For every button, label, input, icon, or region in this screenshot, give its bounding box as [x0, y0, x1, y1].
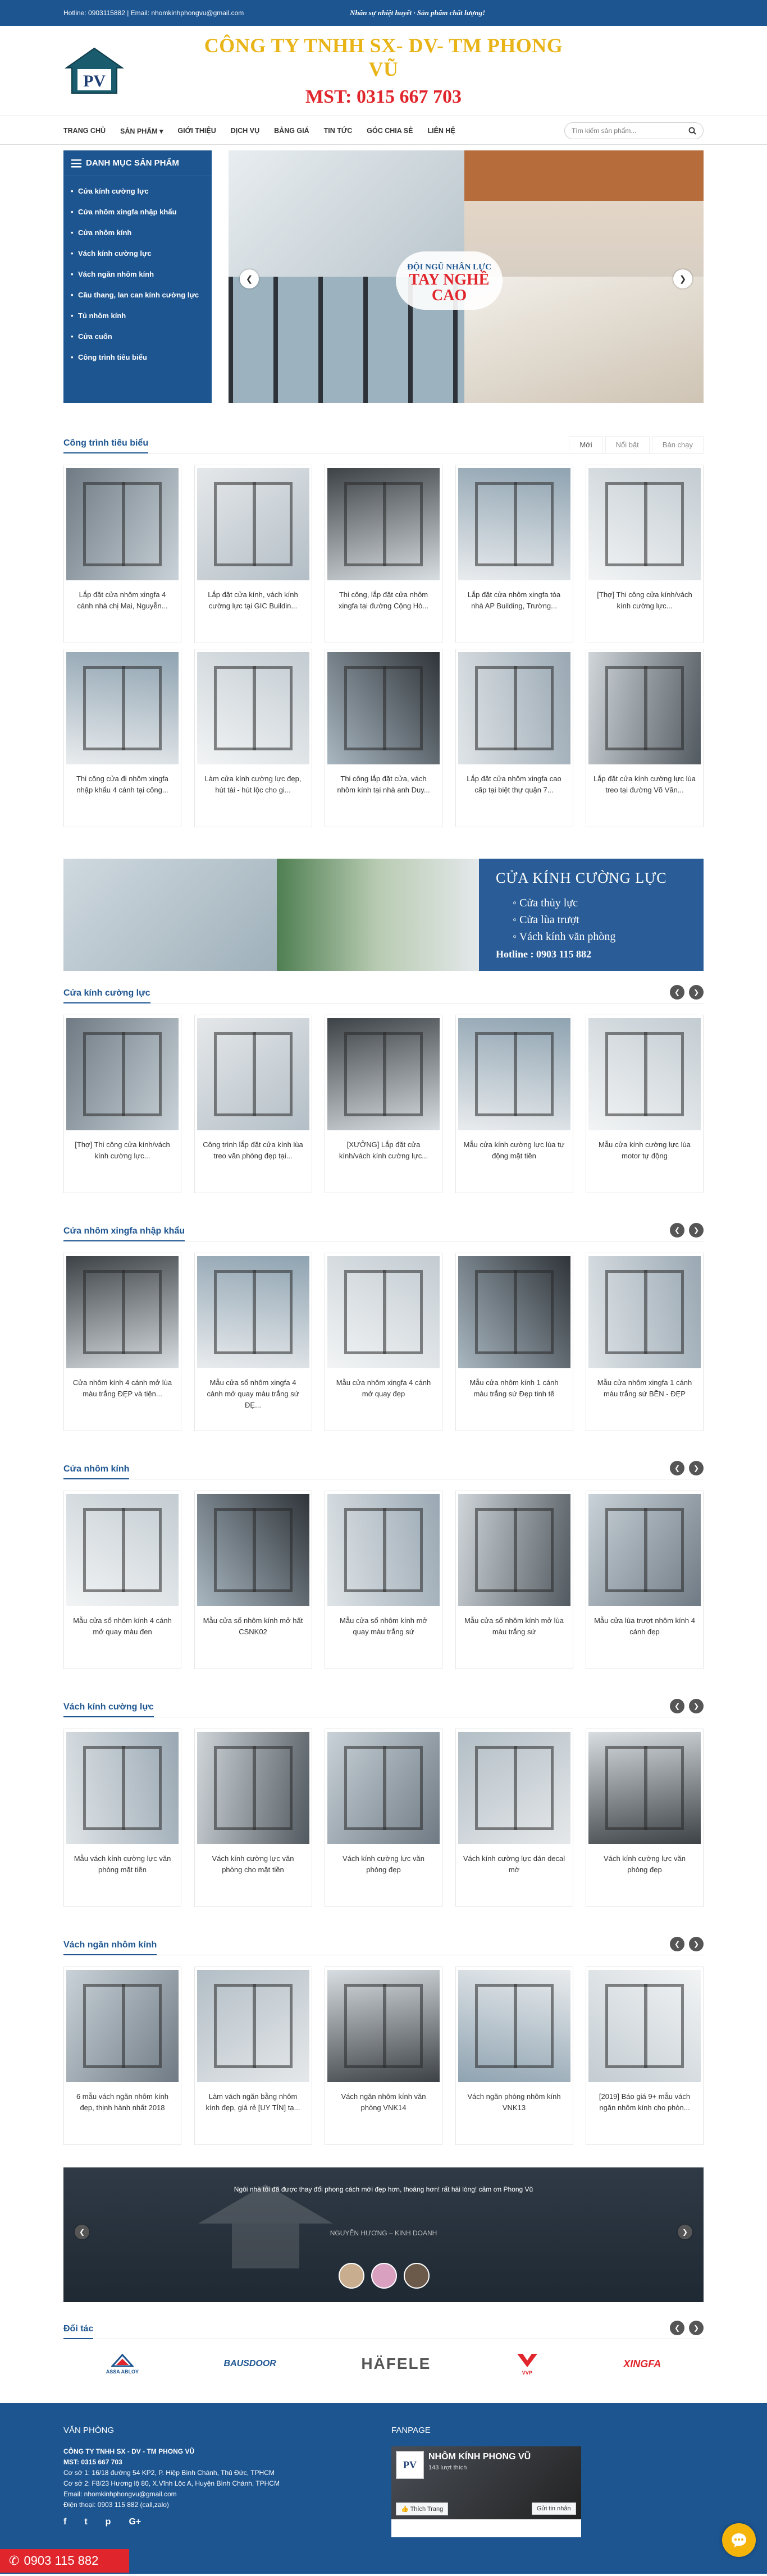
product-card[interactable] — [455, 1967, 573, 2145]
window-frame-graphic — [605, 666, 684, 750]
product-image[interactable] — [327, 1970, 440, 2082]
fb-like-button[interactable]: 👍 Thích Trang — [396, 2502, 448, 2515]
carousel-prev-button[interactable]: ❮ — [670, 985, 684, 1000]
product-image[interactable] — [588, 1494, 701, 1606]
product-title[interactable]: [XƯỞNG] Lắp đặt cửa kính/vách kính cường lực... — [339, 1140, 428, 1160]
section-cua-kinh-cuong-luc — [63, 983, 704, 1193]
facebook-page-widget[interactable] — [391, 2446, 581, 2537]
search-box — [564, 122, 704, 139]
product-title[interactable]: Lắp đặt cửa kính cường lực lùa treo tại đường Võ Văn... — [593, 774, 696, 794]
window-frame-graphic — [475, 1270, 554, 1354]
product-card[interactable] — [325, 1491, 442, 1669]
product-title[interactable]: Lắp đặt cửa nhôm xingfa 4 cánh nhà chị Mai, Nguyễn... — [77, 590, 168, 610]
section-vach-ngan-nhom-kinh — [63, 1935, 704, 2145]
section-cua-nhom-kinh — [63, 1459, 704, 1669]
footer-office — [63, 2426, 391, 2537]
chat-button[interactable] — [722, 2523, 756, 2557]
product-title[interactable]: Làm vách ngăn bằng nhôm kính đẹp, giá rẻ [UY TÍN] tạ... — [206, 2092, 300, 2112]
product-image[interactable] — [66, 1970, 179, 2082]
window-frame-graphic — [344, 482, 423, 566]
product-card[interactable] — [586, 1491, 704, 1669]
floating-hotline-button[interactable] — [0, 2549, 129, 2573]
testimonial-avatars — [335, 2263, 433, 2289]
window-frame-graphic — [475, 666, 554, 750]
carousel-next-button[interactable]: ❯ — [689, 1937, 704, 1951]
partner-logo-hafele[interactable]: HÄFELE — [361, 2355, 431, 2372]
product-card[interactable] — [325, 1729, 442, 1907]
banner-title: CỬA KÍNH CƯỜNG LỰC — [496, 870, 667, 886]
section-vach-kinh-cuong-luc — [63, 1697, 704, 1907]
product-title[interactable]: Vách ngăn nhôm kính văn phòng VNK14 — [341, 2092, 426, 2112]
product-image[interactable] — [66, 1256, 179, 1368]
fb-page-name: NHÔM KÍNH PHONG VŨ — [428, 2452, 531, 2462]
window-frame-graphic — [475, 1984, 554, 2068]
product-image[interactable] — [66, 1494, 179, 1606]
footer-office-title: VĂN PHÒNG — [63, 2426, 115, 2435]
product-card[interactable] — [63, 1729, 181, 1907]
svg-text:PV: PV — [83, 72, 106, 90]
window-frame-graphic — [475, 1032, 554, 1116]
product-image[interactable] — [197, 1970, 309, 2082]
category-item[interactable]: • Cửa kính cường lực — [78, 181, 212, 201]
product-image[interactable] — [458, 1970, 570, 2082]
product-card[interactable] — [325, 1253, 442, 1431]
window-frame-graphic — [83, 1270, 162, 1354]
chevron-right-icon: ❯ — [682, 2228, 688, 2236]
carousel-prev-button[interactable]: ❮ — [670, 1937, 684, 1951]
footer-office2: Cơ sở 2: F8/23 Hương lộ 80, X.Vĩnh Lộc A, Huyện Bình Chánh, TPHCM — [63, 2479, 280, 2487]
product-card[interactable] — [63, 1015, 181, 1193]
partners-next-button[interactable]: ❯ — [689, 2321, 704, 2335]
footer-mst: MST: 0315 667 703 — [63, 2458, 122, 2466]
window-frame-graphic — [475, 1508, 554, 1592]
product-image[interactable] — [588, 1018, 701, 1130]
testimonial-section — [63, 2167, 704, 2302]
category-menu-header — [63, 150, 212, 176]
section-title: Vách ngăn nhôm kính — [63, 1940, 157, 1955]
window-frame-graphic — [214, 1984, 293, 2068]
category-item[interactable]: • Cửa nhôm xingfa nhập khẩu — [78, 201, 212, 222]
partner-logo-xingfa[interactable]: XINGFA — [623, 2358, 661, 2369]
product-title[interactable]: Vách kính cường lực dán decal mờ — [463, 1854, 565, 1874]
product-card[interactable] — [63, 465, 181, 643]
product-card[interactable] — [325, 1967, 442, 2145]
chevron-left-icon: ❮ — [79, 2228, 85, 2236]
window-frame-graphic — [214, 1508, 293, 1592]
window-frame-graphic — [214, 1746, 293, 1830]
product-image[interactable] — [588, 1970, 701, 2082]
product-card[interactable] — [63, 1491, 181, 1669]
product-image[interactable] — [197, 468, 309, 580]
section-title: Đối tác — [63, 2324, 93, 2339]
banner-image-office — [63, 859, 277, 971]
logo[interactable] — [63, 45, 125, 96]
tab-bestseller[interactable]: Bán chạy — [652, 436, 704, 453]
product-title[interactable]: Vách kính cường lực văn phòng đẹp — [343, 1854, 424, 1874]
footer-phone: Điện thoại: 0903 115 882 (call,zalo) — [63, 2501, 169, 2509]
product-card[interactable] — [194, 1729, 312, 1907]
product-card[interactable] — [325, 649, 442, 827]
product-title[interactable]: Mẫu cửa lùa trượt nhôm kính 4 cánh đẹp — [594, 1616, 695, 1636]
window-frame-graphic — [83, 1508, 162, 1592]
section-title: Cửa nhôm kính — [63, 1464, 129, 1479]
footer-fanpage-title: FANPAGE — [391, 2426, 431, 2435]
product-image[interactable] — [588, 1256, 701, 1368]
product-title[interactable]: Mẫu cửa nhôm xingfa 4 cánh mở quay đẹp — [336, 1378, 431, 1398]
product-image[interactable] — [197, 652, 309, 764]
chat-icon — [731, 2532, 747, 2548]
nav-item-news[interactable]: TIN TỨC — [323, 126, 353, 135]
product-title[interactable]: Mẫu cửa nhôm xingfa 1 cánh màu trắng sứ BỀN - ĐẸP — [597, 1378, 692, 1398]
promo-banner[interactable] — [63, 859, 704, 971]
product-title[interactable]: [Thợ] Thi công cửa kính/vách kính cường lực... — [75, 1140, 170, 1160]
carousel-prev-button[interactable]: ❮ — [670, 1223, 684, 1237]
window-frame-graphic — [214, 482, 293, 566]
product-image[interactable] — [588, 652, 701, 764]
window-frame-graphic — [605, 1746, 684, 1830]
banner-image-glass — [277, 859, 479, 971]
window-frame-graphic — [475, 1746, 554, 1830]
window-frame-graphic — [605, 1270, 684, 1354]
carousel-next-button[interactable]: ❯ — [689, 1461, 704, 1475]
topbar — [0, 0, 767, 26]
testimonial-prev-button[interactable] — [75, 2225, 89, 2239]
window-frame-graphic — [83, 482, 162, 566]
product-card[interactable] — [586, 1729, 704, 1907]
product-image[interactable] — [327, 1256, 440, 1368]
product-card[interactable] — [63, 1253, 181, 1431]
window-frame-graphic — [605, 1032, 684, 1116]
product-title[interactable]: Mẫu cửa kính cường lực lùa motor tự động — [599, 1140, 691, 1160]
window-frame-graphic — [214, 666, 293, 750]
product-title[interactable]: Vách ngăn phòng nhôm kính VNK13 — [467, 2092, 561, 2112]
banner-item: ◦ Vách kính văn phòng — [513, 931, 616, 943]
product-card[interactable] — [325, 1015, 442, 1193]
fb-page-avatar: PV — [396, 2451, 424, 2479]
product-card[interactable] — [455, 1253, 573, 1431]
product-image[interactable] — [327, 652, 440, 764]
product-card[interactable] — [63, 1967, 181, 2145]
fb-page-likes: 143 lượt thích — [428, 2464, 467, 2471]
tab-featured[interactable]: Nổi bật — [605, 436, 650, 453]
featured-section — [63, 433, 704, 827]
menu-icon — [71, 159, 81, 168]
footer-company: CÔNG TY TNHH SX - DV - TM PHONG VŨ — [63, 2447, 195, 2455]
topbar-contact: Hotline: 0903115882 | Email: nhomkinhphongvu@gmail.com — [63, 9, 244, 17]
banner-item: ◦ Cửa thủy lực — [513, 897, 578, 909]
category-menu — [63, 150, 212, 403]
product-image[interactable] — [197, 1494, 309, 1606]
product-image[interactable] — [458, 1018, 570, 1130]
nav-item-share[interactable]: GÓC CHIA SẺ — [367, 126, 413, 135]
product-card[interactable] — [194, 1015, 312, 1193]
product-title[interactable]: Mẫu cửa sổ nhôm kính mở lùa màu trắng sứ — [464, 1616, 564, 1636]
product-image[interactable] — [458, 652, 570, 764]
main-nav — [0, 116, 767, 145]
testimonial-quote: Ngôi nhà tôi đã được thay đổi phong cách mới đẹp hơn, thoáng hơn! rất hài lòng! cảm ơn Phong Vũ — [234, 2185, 533, 2193]
product-image[interactable] — [458, 1494, 570, 1606]
product-card[interactable] — [63, 649, 181, 827]
nav-item-pricing[interactable]: BẢNG GIÁ — [274, 126, 309, 135]
twitter-icon[interactable]: t — [84, 2517, 88, 2527]
section-title: Cửa nhôm xingfa nhập khẩu — [63, 1226, 185, 1241]
category-item[interactable]: • Tủ nhôm kính — [78, 305, 212, 326]
product-image[interactable] — [458, 468, 570, 580]
product-card[interactable] — [194, 1253, 312, 1431]
section-title: Vách kính cường lực — [63, 1702, 154, 1717]
badge-line: TAY NGHỀ — [409, 271, 490, 288]
product-title[interactable]: Thi công cửa đi nhôm xingfa nhập khẩu 4 cánh tại công... — [76, 774, 169, 794]
chevron-right-icon: ❯ — [679, 274, 687, 284]
search-icon[interactable] — [688, 127, 696, 135]
window-frame-graphic — [344, 1746, 423, 1830]
product-card[interactable] — [194, 1491, 312, 1669]
product-title[interactable]: Mẫu cửa sổ nhôm xingfa 4 cánh mở quay màu trắng sứ ĐẸ... — [207, 1378, 299, 1409]
badge-line: ĐỘI NGŨ NHÂN LỰC — [407, 263, 491, 272]
tab-new[interactable]: Mới — [569, 436, 602, 453]
nav-item-products[interactable]: SẢN PHẨM ▾ — [120, 127, 163, 135]
product-image[interactable] — [197, 1732, 309, 1844]
product-card[interactable] — [586, 1967, 704, 2145]
carousel-next-button[interactable]: ❯ — [689, 985, 704, 1000]
product-image[interactable] — [327, 1732, 440, 1844]
carousel-prev-button[interactable]: ❮ — [670, 1461, 684, 1475]
product-card[interactable] — [325, 465, 442, 643]
facebook-icon[interactable]: f — [63, 2517, 67, 2527]
product-title[interactable]: [Thợ] Thi công cửa kính/vách kính cường lực... — [597, 590, 692, 610]
footer-email: Email: nhomkinhphongvu@gmail.com — [63, 2490, 177, 2498]
product-title[interactable]: Mẫu cửa sổ nhôm kính mở quay màu trắng sứ — [340, 1616, 427, 1636]
product-card[interactable] — [586, 649, 704, 827]
product-image[interactable] — [458, 1256, 570, 1368]
window-frame-graphic — [344, 1984, 423, 2068]
badge-line: CAO — [431, 287, 467, 304]
product-title[interactable]: Thi công, lắp đặt cửa nhôm xingfa tại đường Cộng Hò... — [338, 590, 429, 610]
testimonial-author: NGUYỄN HƯƠNG – KINH DOANH — [330, 2229, 437, 2237]
pinterest-icon[interactable]: p — [105, 2517, 111, 2527]
company-mst: MST: 0315 667 703 — [305, 86, 462, 107]
window-frame-graphic — [83, 666, 162, 750]
footer-office1: Cơ sở 1: 16/18 đường 54 KP2, P. Hiệp Bình Chánh, Thủ Đức, TPHCM — [63, 2469, 275, 2477]
partner-logo-bausdoor[interactable]: BAUSDOOR — [223, 2359, 276, 2368]
phone-icon: ✆ — [9, 2554, 20, 2568]
window-frame-graphic — [344, 1270, 423, 1354]
nav-item-contact[interactable]: LIÊN HỆ — [427, 126, 455, 135]
product-card[interactable] — [455, 649, 573, 827]
search-input[interactable] — [572, 127, 678, 135]
partner-logo-vvp[interactable]: VVP — [516, 2353, 538, 2376]
category-item[interactable]: • Công trình tiêu biểu — [78, 347, 212, 368]
carousel-next-button[interactable]: ❯ — [689, 1699, 704, 1713]
product-title[interactable]: Làm cửa kính cường lực đẹp, hút tài - hút lộc cho gi... — [204, 774, 302, 794]
product-title[interactable]: Lắp đặt cửa kính, vách kính cường lực tại GIC Buildin... — [208, 590, 298, 610]
banner-hotline: Hotline : 0903 115 882 — [496, 948, 591, 960]
window-frame-graphic — [344, 1508, 423, 1592]
chevron-left-icon: ❮ — [245, 274, 253, 284]
company-name: CÔNG TY TNHH SX- DV- TM PHONG VŨ — [204, 34, 563, 80]
product-card[interactable] — [455, 1015, 573, 1193]
partners-section — [63, 2319, 704, 2386]
product-title[interactable]: Mẫu cửa sổ nhôm kính mở hất CSNK02 — [203, 1616, 303, 1636]
product-image[interactable] — [66, 1732, 179, 1844]
footer — [0, 2403, 767, 2574]
slider-badge — [396, 251, 503, 310]
section-title: Cửa kính cường lực — [63, 988, 150, 1003]
window-frame-graphic — [344, 1032, 423, 1116]
slide-image-kitchen — [464, 150, 704, 277]
nav-item-services[interactable]: DỊCH VỤ — [230, 126, 260, 135]
product-image[interactable] — [197, 1018, 309, 1130]
fb-message-button[interactable]: Gửi tin nhắn — [532, 2502, 576, 2515]
slider-prev-button[interactable] — [240, 269, 259, 288]
product-image[interactable] — [66, 1018, 179, 1130]
testimonial-next-button[interactable] — [678, 2225, 692, 2239]
window-frame-graphic — [605, 482, 684, 566]
section-title: Công trình tiêu biểu — [63, 438, 148, 453]
window-frame-graphic — [475, 482, 554, 566]
avatar[interactable] — [339, 2263, 364, 2289]
footer-fanpage — [391, 2426, 581, 2537]
product-title[interactable]: Lắp đặt cửa nhôm xingfa cao cấp tại biệt thự quận 7... — [467, 774, 561, 794]
nav-item-about[interactable]: GIỚI THIỆU — [177, 126, 216, 135]
partners-prev-button[interactable]: ❮ — [670, 2321, 684, 2335]
window-frame-graphic — [605, 1984, 684, 2068]
category-item[interactable]: • Cửa nhôm kính — [78, 222, 212, 243]
hero-slider[interactable] — [229, 150, 704, 403]
product-title[interactable]: Cửa nhôm kính 4 cánh mở lùa màu trắng ĐẸP và tiện... — [72, 1378, 172, 1398]
window-frame-graphic — [83, 1746, 162, 1830]
product-image[interactable] — [327, 1494, 440, 1606]
product-card[interactable] — [455, 1491, 573, 1669]
category-item[interactable]: • Vách kính cường lực — [78, 243, 212, 264]
window-frame-graphic — [83, 1984, 162, 2068]
partner-logo-assa-abloy[interactable]: ASSA ABLOY — [106, 2354, 139, 2375]
carousel-prev-button[interactable]: ❮ — [670, 1699, 684, 1713]
window-frame-graphic — [214, 1032, 293, 1116]
category-item[interactable]: • Cầu thang, lan can kính cường lực — [78, 285, 212, 305]
product-image[interactable] — [197, 1256, 309, 1368]
product-card[interactable] — [194, 1967, 312, 2145]
avatar[interactable] — [404, 2263, 430, 2289]
product-image[interactable] — [66, 652, 179, 764]
product-image[interactable] — [327, 468, 440, 580]
window-frame-graphic — [605, 1508, 684, 1592]
product-card[interactable] — [194, 465, 312, 643]
product-title[interactable]: Mẫu cửa nhôm kính 1 cánh màu trắng sứ Đẹp tinh tế — [469, 1378, 559, 1398]
product-image[interactable] — [66, 468, 179, 580]
product-card[interactable] — [586, 1015, 704, 1193]
product-image[interactable] — [458, 1732, 570, 1844]
brand — [204, 34, 563, 108]
product-image[interactable] — [588, 468, 701, 580]
window-frame-graphic — [83, 1032, 162, 1116]
product-image[interactable] — [588, 1732, 701, 1844]
house-roof-icon — [198, 2184, 333, 2268]
product-title[interactable]: Vách kính cường lực văn phòng đẹp — [604, 1854, 686, 1874]
banner-item: ◦ Cửa lùa trượt — [513, 914, 579, 926]
floating-hotline-number: 0903 115 882 — [24, 2554, 99, 2568]
topbar-slogan: Nhân sự nhiệt huyết · Sản phẩm chất lượng! — [350, 8, 486, 17]
product-image[interactable] — [327, 1018, 440, 1130]
product-title[interactable]: [2019] Báo giá 9+ mẫu vách ngăn nhôm kính cho phòn... — [599, 2092, 691, 2112]
slider-next-button[interactable] — [673, 269, 692, 288]
product-title[interactable]: Mẫu cửa sổ nhôm kính 4 cánh mở quay màu đen — [73, 1616, 172, 1636]
google-plus-icon[interactable]: G+ — [129, 2517, 141, 2527]
header — [0, 26, 767, 116]
product-card[interactable] — [455, 465, 573, 643]
nav-item-home[interactable]: TRANG CHỦ — [63, 126, 106, 135]
avatar[interactable] — [371, 2263, 397, 2289]
product-title[interactable]: Mẫu vách kính cường lực văn phòng mặt tiền — [74, 1854, 171, 1874]
product-card[interactable] — [586, 1253, 704, 1431]
product-title[interactable]: Mẫu cửa kính cường lực lùa tự động mặt tiền — [463, 1140, 565, 1160]
social-links — [63, 2517, 391, 2527]
window-frame-graphic — [214, 1270, 293, 1354]
vvp-logo-icon — [516, 2353, 538, 2368]
product-title[interactable]: Lắp đặt cửa nhôm xingfa tòa nhà AP Building, Trường... — [467, 590, 561, 610]
category-menu-title: DANH MỤC SẢN PHẨM — [86, 158, 179, 168]
product-title[interactable]: Thi công lắp đặt cửa, vách nhôm kính tại nhà anh Duy... — [337, 774, 430, 794]
category-item[interactable]: • Vách ngăn nhôm kính — [78, 264, 212, 285]
product-card[interactable] — [586, 465, 704, 643]
product-card[interactable] — [455, 1729, 573, 1907]
section-cua-nhom-xingfa — [63, 1221, 704, 1431]
product-title[interactable]: 6 mẫu vách ngăn nhôm kính đẹp, thịnh hành nhất 2018 — [76, 2092, 169, 2112]
product-card[interactable] — [194, 649, 312, 827]
product-title[interactable]: Vách kính cường lực văn phòng cho mặt tiền — [212, 1854, 294, 1874]
window-frame-graphic — [344, 666, 423, 750]
category-item[interactable]: • Cửa cuốn — [78, 326, 212, 347]
banner-text-panel — [479, 859, 704, 971]
assa-abloy-logo-icon — [111, 2354, 134, 2367]
product-title[interactable]: Công trình lắp đặt cửa kính lùa treo văn phòng đẹp tại... — [203, 1140, 303, 1160]
carousel-next-button[interactable]: ❯ — [689, 1223, 704, 1237]
